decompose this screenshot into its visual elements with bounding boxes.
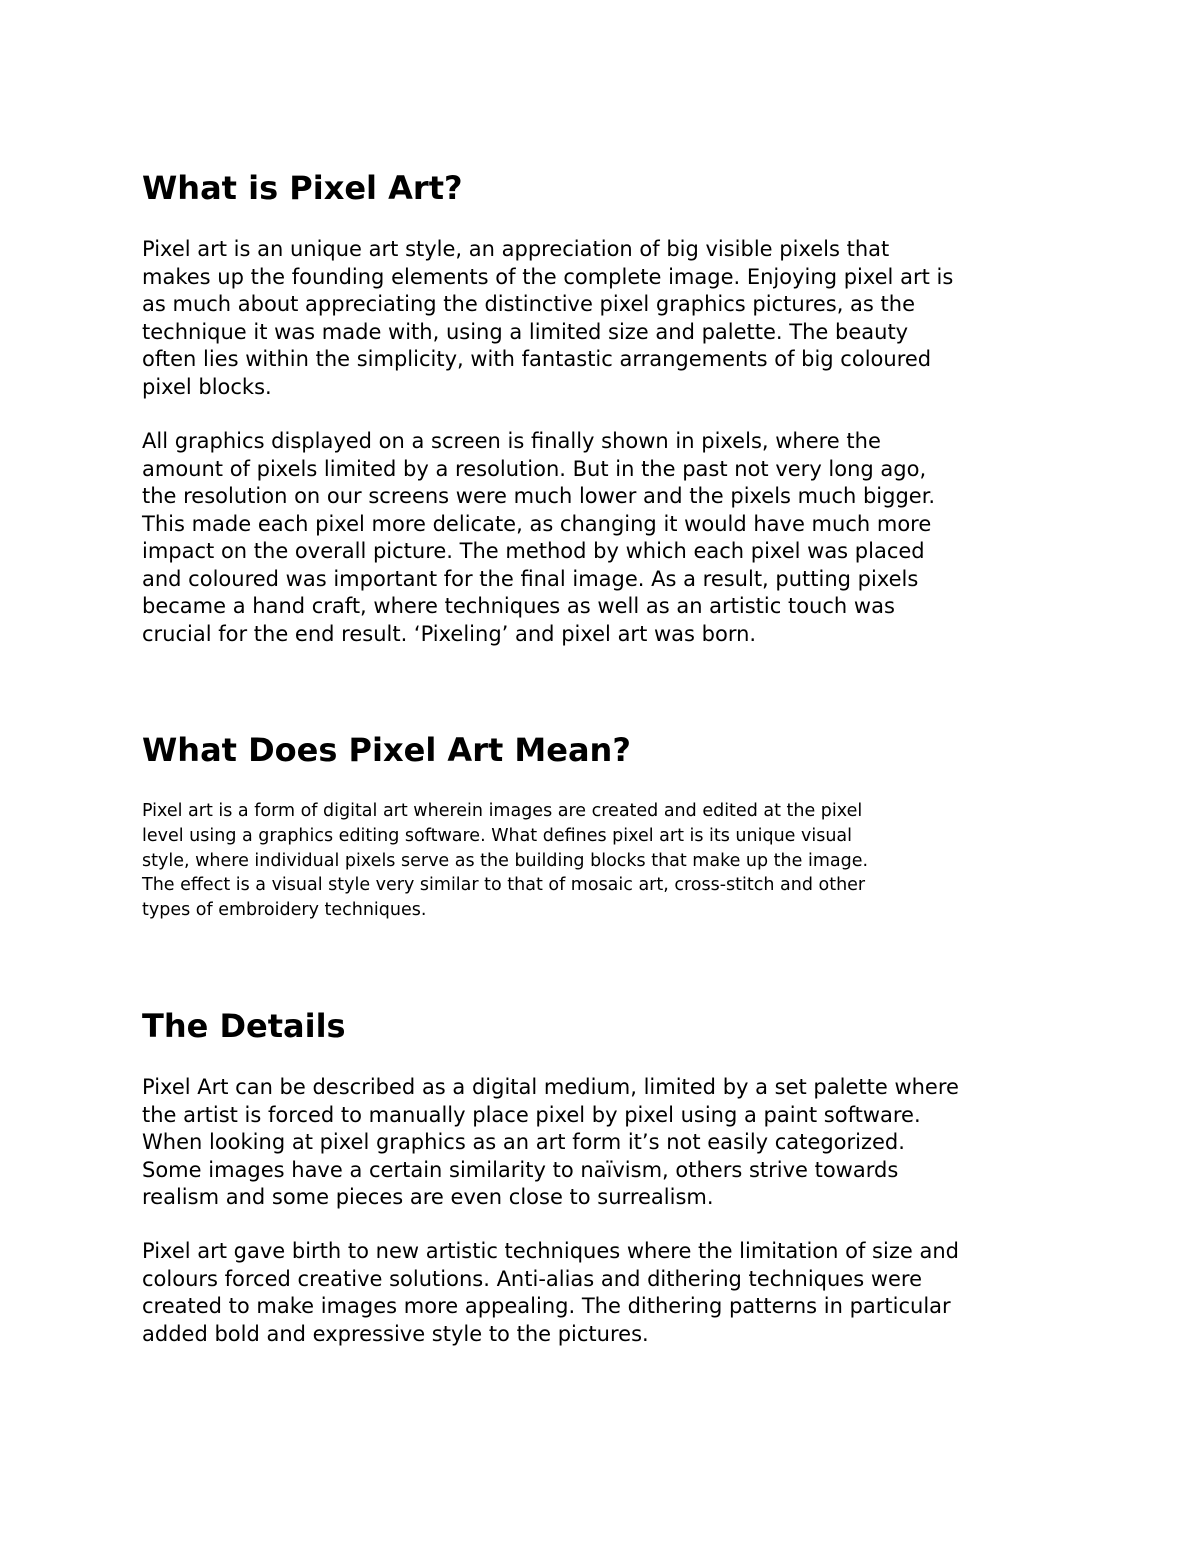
paragraph: Pixel Art can be described as a digital medium, limited by a set palette where the artist is forced to manually place pixel by pixel using a paint software. When looking at pixel graphics as an art form it’s not easily categorized. Some images have a certain similarity to naïvism, others strive towards realism and some pieces are even close to surrealism. [142, 1075, 959, 1209]
paragraph: Pixel art is an unique art style, an appreciation of big visible pixels that makes up the founding elements of the complete image. Enjoying pixel art is as much about appreciating the distinctive pixel graphics pictures, as the technique it was made with, using a limited size and palette. The beauty often lies within the simplicity, with fantastic arrangements of big coloured pixel blocks. [142, 237, 954, 399]
paragraph: All graphics displayed on a screen is finally shown in pixels, where the amount of pixels limited by a resolution. But in the past not very long ago, the resolution on our screens were much lower and the pixels much bigger. This made each pixel more delicate, as changing it would have much more impact on the overall picture. The method by which each pixel was placed and coloured was important for the final image. As a result, putting pixels became a hand craft, where techniques as well as an artistic touch was crucial for the end result. ‘Pixeling’ and pixel art was born. [142, 429, 936, 646]
section-heading: What Does Pixel Art Mean? [142, 731, 631, 769]
paragraph: Pixel art gave birth to new artistic techniques where the limitation of size and colours forced creative solutions. Anti-alias and dithering techniques were created to make images more appealing. The dithering patterns in particular added bold and expressive style to the pictures. [142, 1239, 959, 1346]
section-heading: What is Pixel Art? [142, 169, 463, 207]
section-heading: The Details [142, 1007, 346, 1045]
paragraph: Pixel art is a form of digital art wherein images are created and edited at the pixel level using a graphics editing software. What defines pixel art is its unique visual style, where individual pixels serve as the building blocks that make up the image. The effect is a visual style very similar to that of mosaic art, cross-stitch and other types of embroidery techniques. [142, 801, 869, 921]
